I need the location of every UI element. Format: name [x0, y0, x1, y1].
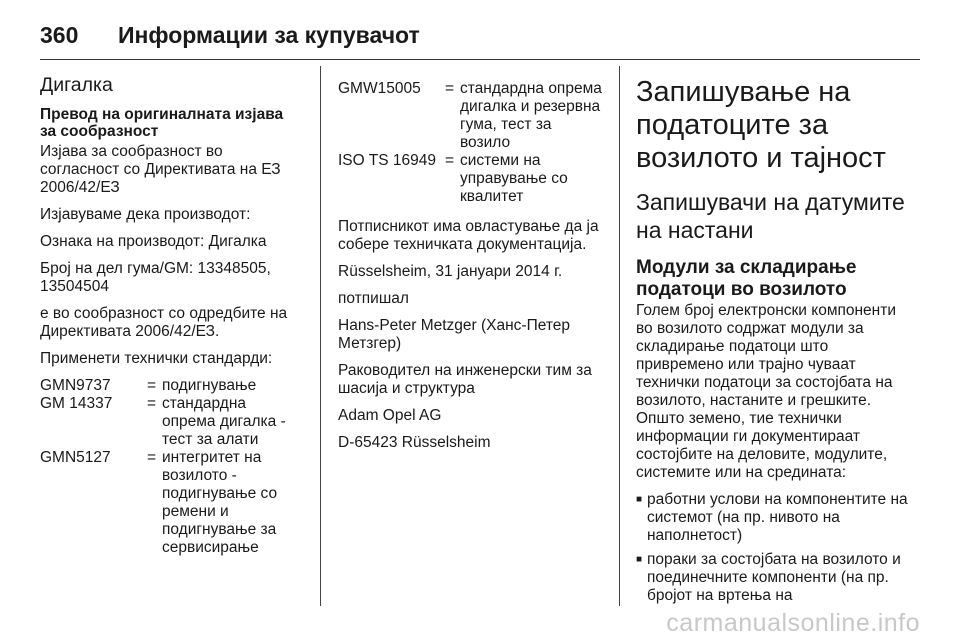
section-heading: Запишувачи на датумите на настани	[636, 189, 905, 243]
equals-sign: =	[445, 152, 455, 169]
column-3	[636, 76, 912, 611]
paragraph: Ознака на производот: Дигалка	[40, 233, 267, 250]
running-title: Информации за купувачот	[118, 21, 420, 48]
standards-table	[40, 377, 302, 557]
watermark: carmanualsonline.info	[666, 609, 920, 637]
paragraph: Голем број електронски компоненти во возилото содржат модули за складирање податоци што привремено или трајно чуваат технички податоци за состојбата на возилото, настаните и грешките. Општо земено, тие технички информации ги документираат состојбите на деловите, модулите, системите или на средината:	[636, 302, 896, 481]
table-row	[40, 449, 302, 557]
paragraph: Hans-Peter Metzger (Ханс-Петер Метзгер)	[338, 317, 571, 352]
column-1	[40, 76, 302, 569]
paragraph: Изјава за сообразност во согласност со Директивата на ЕЗ 2006/42/ЕЗ	[40, 143, 281, 196]
paragraph: Изјавуваме дека производот:	[40, 206, 251, 223]
standard-description: интегритет на возилото - подигнување со ремени и подигнување за сервисирање	[162, 449, 278, 556]
chapter-heading: Запишување на податоците за возилото и тајност	[636, 76, 886, 174]
standard-description: стандардна опрема дигалка и резервна гума, тест за возило	[460, 80, 602, 151]
bullet-square-icon: ■	[636, 554, 643, 565]
section-title: Дигалка	[40, 74, 113, 96]
subsection-heading: Модули за складирање податоци во возилото	[636, 257, 857, 300]
standard-code: GMN5127	[40, 449, 111, 466]
standard-description: стандардна опрема дигалка - тест за алати	[162, 395, 286, 448]
page-header	[40, 10, 420, 60]
paragraph: Применети технички стандарди:	[40, 350, 273, 367]
column-divider	[320, 66, 321, 606]
standard-code: ISO TS 16949	[338, 152, 436, 169]
list-item	[636, 491, 912, 545]
paragraph: Adam Opel AG	[338, 407, 442, 424]
standard-code: GMW15005	[338, 80, 421, 97]
list-item-text: пораки за состојбата на возилото и поединечните компоненти (на пр. бројот на вртења на	[647, 551, 901, 604]
equals-sign: =	[445, 80, 455, 97]
equals-sign: =	[147, 377, 157, 394]
paragraph: Rüsselsheim, 31 јануари 2014 г.	[338, 263, 563, 280]
standard-code: GMN9737	[40, 377, 111, 394]
paragraph: D-65423 Rüsselsheim	[338, 434, 491, 451]
paragraph: Број на дел гума/GM: 13348505, 13504504	[40, 260, 271, 295]
paragraph: Раководител на инженерски тим за шасија и структура	[338, 362, 592, 397]
column-2	[338, 80, 604, 461]
column-divider	[619, 66, 620, 606]
list-item	[636, 551, 912, 605]
table-row	[40, 377, 302, 395]
paragraph: е во сообразност со одредбите на Директивата 2006/42/ЕЗ.	[40, 305, 288, 340]
paragraph: потпишал	[338, 290, 409, 307]
bullet-square-icon: ■	[636, 494, 643, 505]
table-row	[338, 80, 604, 152]
subheading: Превод на оригиналната изјава за сообразност	[40, 106, 284, 140]
header-rule	[40, 59, 920, 60]
standard-code: GM 14337	[40, 395, 113, 412]
standard-description: системи на управување со квалитет	[460, 152, 568, 205]
standard-description: подигнување	[162, 377, 257, 394]
list-item-text: работни услови на компонентите на системот (на пр. нивото на наполнетост)	[647, 491, 908, 544]
equals-sign: =	[147, 449, 157, 466]
table-row	[338, 152, 604, 206]
paragraph: Потписникот има овластување да ја собере техничката документација.	[338, 218, 599, 253]
equals-sign: =	[147, 395, 157, 412]
page-number: 360	[40, 21, 79, 48]
standards-table	[338, 80, 604, 206]
table-row	[40, 395, 302, 449]
